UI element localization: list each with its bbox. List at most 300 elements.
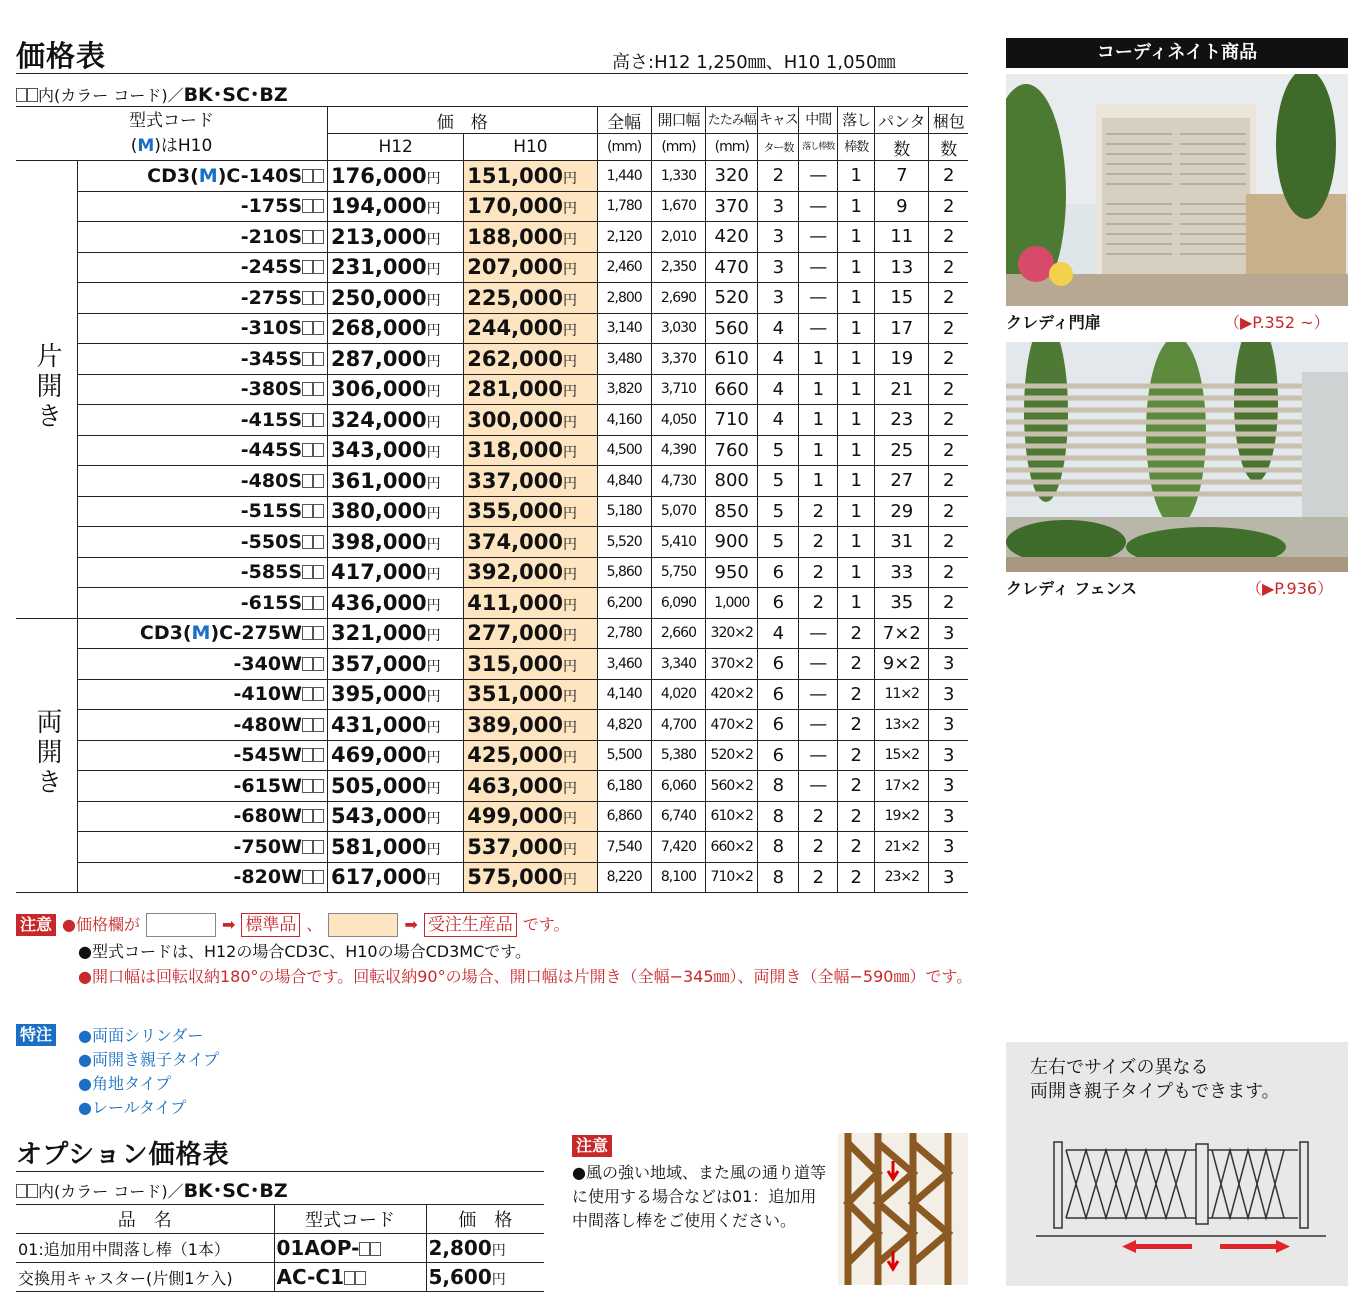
pack-count: 3 <box>929 862 968 893</box>
caster-count: 6 <box>758 679 799 710</box>
pack-header-2: 数 <box>929 134 968 161</box>
oyako-gate-diagram <box>1036 1128 1326 1264</box>
price-h12: 581,000円 <box>328 832 464 863</box>
price-h10: 151,000円 <box>464 161 597 192</box>
price-row <box>16 496 968 527</box>
price-table <box>16 106 968 893</box>
option-price-header: 価 格 <box>426 1205 544 1234</box>
price-h10: 355,000円 <box>464 496 597 527</box>
option-caution-text: ●風の強い地域、また風の通り道等に使用する場合などは01：追加用中間落し棒をご使用ください。 <box>572 1163 826 1230</box>
caster-count: 3 <box>758 191 799 222</box>
price-row <box>16 557 968 588</box>
opening-width: 4,390 <box>651 435 705 466</box>
folded-width: 660 <box>706 374 758 405</box>
caster-count: 5 <box>758 466 799 497</box>
drop-count: 2 <box>838 862 875 893</box>
middle-drop-count: 2 <box>799 527 838 558</box>
price-h10: 225,000円 <box>464 283 597 314</box>
middle-drop-count: 2 <box>799 557 838 588</box>
price-h10: 575,000円 <box>464 862 597 893</box>
price-row <box>16 374 968 405</box>
price-h12: 543,000円 <box>328 801 464 832</box>
drop-count: 1 <box>838 283 875 314</box>
panta-count: 31 <box>875 527 929 558</box>
folded-width: 370×2 <box>706 649 758 680</box>
model-code: -245S <box>77 252 327 283</box>
total-width: 4,140 <box>597 679 651 710</box>
pack-count: 3 <box>929 679 968 710</box>
price-h10: 499,000円 <box>464 801 597 832</box>
price-h12: 395,000円 <box>328 679 464 710</box>
total-width: 5,180 <box>597 496 651 527</box>
middle-drop-count: — <box>799 618 838 649</box>
price-h10: 337,000円 <box>464 466 597 497</box>
price-h12: 617,000円 <box>328 862 464 893</box>
oyako-text-line-2: 両開き親子タイプもできます。 <box>1030 1081 1280 1102</box>
caster-count: 6 <box>758 740 799 771</box>
notes-block: 注意 ●価格欄が ➡ 標準品 、 ➡ 受注生産品 です。 ●型式コードは、H12の場合CD3C、H10の場合CD3MCです。 ●開口幅は回転収納180°の場合です。回転収納90°の場合、開口幅は片開き（全幅−345㎜）、両開き（全幅−590㎜）です。 <box>16 912 976 989</box>
option-title: オプション価格表 <box>16 1140 230 1170</box>
opening-width: 5,380 <box>651 740 705 771</box>
panta-count: 23 <box>875 405 929 436</box>
option-name-header: 品 名 <box>16 1205 274 1234</box>
opening-width: 5,750 <box>651 557 705 588</box>
folded-width: 610 <box>706 344 758 375</box>
price-h12: 505,000円 <box>328 771 464 802</box>
middle-drop-count: 1 <box>799 344 838 375</box>
pack-count: 3 <box>929 618 968 649</box>
caster-count: 3 <box>758 283 799 314</box>
yen-unit: 円 <box>491 1272 506 1288</box>
pack-count: 2 <box>929 466 968 497</box>
folded-width: 950 <box>706 557 758 588</box>
price-h10: 277,000円 <box>464 618 597 649</box>
model-code: -615W <box>77 771 327 802</box>
total-width: 7,540 <box>597 832 651 863</box>
price-h12: 380,000円 <box>328 496 464 527</box>
opening-width: 1,330 <box>651 161 705 192</box>
price-row <box>16 313 968 344</box>
caster-count: 4 <box>758 618 799 649</box>
special-item: ●両開き親子タイプ <box>78 1050 220 1069</box>
option-name: 01:追加用中間落し棒（1本） <box>16 1234 274 1263</box>
middle-drop-count: — <box>799 252 838 283</box>
pack-count: 3 <box>929 801 968 832</box>
oyako-panel <box>1006 1042 1348 1286</box>
pack-count: 3 <box>929 740 968 771</box>
price-h12: 176,000円 <box>328 161 464 192</box>
price-h12: 213,000円 <box>328 222 464 253</box>
option-row <box>16 1234 544 1263</box>
price-row <box>16 344 968 375</box>
model-code: -615S <box>77 588 327 619</box>
middle-drop-count: 1 <box>799 405 838 436</box>
option-name: 交換用キャスター(片側1ケ入) <box>16 1263 274 1292</box>
opening-width: 2,690 <box>651 283 705 314</box>
caster-count: 6 <box>758 588 799 619</box>
total-width: 2,460 <box>597 252 651 283</box>
drop-count: 1 <box>838 527 875 558</box>
price-h10: 318,000円 <box>464 435 597 466</box>
price-header: 価 格 <box>328 107 597 134</box>
panta-count: 11×2 <box>875 679 929 710</box>
opening-width: 4,730 <box>651 466 705 497</box>
drop-count: 1 <box>838 161 875 192</box>
price-h10: 411,000円 <box>464 588 597 619</box>
price-h12: 250,000円 <box>328 283 464 314</box>
panta-header: パンタ <box>875 107 929 134</box>
price-h10: 315,000円 <box>464 649 597 680</box>
heights-note: 高さ:H12 1,250㎜、H10 1,050㎜ <box>612 52 896 73</box>
model-code: -345S <box>77 344 327 375</box>
opening-width: 2,660 <box>651 618 705 649</box>
caster-count: 3 <box>758 252 799 283</box>
opening-header: 開口幅 <box>651 107 705 134</box>
panta-count: 17×2 <box>875 771 929 802</box>
coordinate-header: コーディネイト商品 <box>1006 38 1348 68</box>
option-table <box>16 1204 544 1292</box>
price-h12: 469,000円 <box>328 740 464 771</box>
drop-bar-image <box>838 1133 968 1285</box>
panta-count: 35 <box>875 588 929 619</box>
price-h10: 207,000円 <box>464 252 597 283</box>
folded-width: 660×2 <box>706 832 758 863</box>
panta-count: 29 <box>875 496 929 527</box>
price-h10: 244,000円 <box>464 313 597 344</box>
price-h10: 537,000円 <box>464 832 597 863</box>
panta-count: 17 <box>875 313 929 344</box>
middle-drop-count: — <box>799 283 838 314</box>
opening-width: 2,010 <box>651 222 705 253</box>
standard-swatch <box>146 913 216 937</box>
middle-drop-count: — <box>799 313 838 344</box>
pack-count: 3 <box>929 649 968 680</box>
caster-header-2: ター数 <box>758 134 799 161</box>
price-h10: 389,000円 <box>464 710 597 741</box>
middle-drop-count: — <box>799 161 838 192</box>
page-title: 価格表 <box>16 39 107 73</box>
total-width: 5,520 <box>597 527 651 558</box>
drop-count: 1 <box>838 222 875 253</box>
option-color-note: 内(カラー コード)／BK･SC･BZ <box>16 1176 288 1203</box>
drop-count: 1 <box>838 191 875 222</box>
model-code: -415S <box>77 405 327 436</box>
drop-count: 2 <box>838 832 875 863</box>
note-line-1-suffix: です。 <box>522 915 570 934</box>
panta-count: 7 <box>875 161 929 192</box>
price-row <box>16 588 968 619</box>
folded-width: 320 <box>706 161 758 192</box>
drop-count: 2 <box>838 618 875 649</box>
caster-count: 4 <box>758 405 799 436</box>
price-row <box>16 161 968 192</box>
caster-count: 2 <box>758 161 799 192</box>
model-code: -175S <box>77 191 327 222</box>
total-width: 4,500 <box>597 435 651 466</box>
opening-width: 4,020 <box>651 679 705 710</box>
total-width: 2,780 <box>597 618 651 649</box>
price-h10: 374,000円 <box>464 527 597 558</box>
custom-label: 受注生産品 <box>424 913 517 937</box>
total-width: 8,220 <box>597 862 651 893</box>
total-width: 1,780 <box>597 191 651 222</box>
option-code: AC-C1 <box>276 1265 345 1289</box>
price-row <box>16 679 968 710</box>
total-width: 3,480 <box>597 344 651 375</box>
total-width: 6,200 <box>597 588 651 619</box>
folded-width: 470 <box>706 252 758 283</box>
middle-drop-count: — <box>799 771 838 802</box>
price-h10: 463,000円 <box>464 771 597 802</box>
price-h12: 324,000円 <box>328 405 464 436</box>
price-row <box>16 801 968 832</box>
price-h10: 188,000円 <box>464 222 597 253</box>
coordinate-item-name: クレディ門扉 <box>1006 313 1101 332</box>
middle-header: 中間 <box>799 107 838 134</box>
middle-header-2: 落し棒数 <box>799 134 838 161</box>
price-h12: 194,000円 <box>328 191 464 222</box>
folded-width: 760 <box>706 435 758 466</box>
opening-width: 3,030 <box>651 313 705 344</box>
model-code: -820W <box>77 862 327 893</box>
price-h12: 268,000円 <box>328 313 464 344</box>
price-row <box>16 618 968 649</box>
standard-label: 標準品 <box>241 913 300 937</box>
caster-count: 8 <box>758 862 799 893</box>
mm-unit: (mm) <box>597 134 651 161</box>
model-code: -480S <box>77 466 327 497</box>
drop-count: 1 <box>838 557 875 588</box>
note-separator: 、 <box>306 915 323 934</box>
middle-drop-count: 2 <box>799 588 838 619</box>
model-code: CD3(M)C-140S <box>77 161 327 192</box>
caster-count: 5 <box>758 496 799 527</box>
color-code-note: 内(カラー コード)／BK･SC･BZ <box>16 80 288 107</box>
pack-count: 2 <box>929 161 968 192</box>
middle-drop-count: 1 <box>799 374 838 405</box>
model-code: -340W <box>77 649 327 680</box>
panta-count: 13 <box>875 252 929 283</box>
drop-count: 2 <box>838 740 875 771</box>
special-item: ●両面シリンダー <box>78 1026 204 1045</box>
oyako-text-line-1: 左右でサイズの異なる <box>1030 1057 1209 1078</box>
drop-count: 1 <box>838 405 875 436</box>
middle-drop-count: 1 <box>799 466 838 497</box>
middle-drop-count: — <box>799 679 838 710</box>
fence-photo <box>1006 342 1348 572</box>
opening-width: 3,370 <box>651 344 705 375</box>
caster-count: 4 <box>758 313 799 344</box>
caster-count: 3 <box>758 222 799 253</box>
drop-count: 1 <box>838 313 875 344</box>
total-width: 5,500 <box>597 740 651 771</box>
note-line-3: ●開口幅は回転収納180°の場合です。回転収納90°の場合、開口幅は片開き（全幅−345㎜）、両開き（全幅−590㎜）です。 <box>78 967 973 986</box>
drop-count: 1 <box>838 252 875 283</box>
total-width: 3,140 <box>597 313 651 344</box>
note-line-2: ●型式コードは、H12の場合CD3C、H10の場合CD3MCです。 <box>78 942 531 961</box>
model-code: -380S <box>77 374 327 405</box>
pack-count: 3 <box>929 832 968 863</box>
panta-header-2: 数 <box>875 134 929 161</box>
folded-width: 420×2 <box>706 679 758 710</box>
price-h10: 425,000円 <box>464 740 597 771</box>
caster-count: 8 <box>758 832 799 863</box>
panta-count: 15×2 <box>875 740 929 771</box>
model-code: -275S <box>77 283 327 314</box>
option-code: 01AOP- <box>276 1236 360 1260</box>
option-row <box>16 1263 544 1292</box>
pack-header: 梱包 <box>929 107 968 134</box>
folded-width: 560×2 <box>706 771 758 802</box>
pack-count: 2 <box>929 191 968 222</box>
folded-width: 420 <box>706 222 758 253</box>
drop-header: 落し <box>838 107 875 134</box>
custom-swatch <box>328 913 398 937</box>
drop-count: 2 <box>838 710 875 741</box>
option-price: 2,800 <box>428 1236 492 1260</box>
total-width: 4,840 <box>597 466 651 497</box>
model-code: -680W <box>77 801 327 832</box>
model-code: -515S <box>77 496 327 527</box>
opening-width: 6,090 <box>651 588 705 619</box>
caster-count: 8 <box>758 801 799 832</box>
special-item: ●レールタイプ <box>78 1098 187 1117</box>
caster-count: 5 <box>758 435 799 466</box>
special-item: ●角地タイプ <box>78 1074 172 1093</box>
price-row <box>16 832 968 863</box>
pack-count: 2 <box>929 557 968 588</box>
caster-count: 6 <box>758 557 799 588</box>
note-line-1-prefix: ●価格欄が <box>62 915 140 934</box>
pack-count: 2 <box>929 374 968 405</box>
panta-count: 7×2 <box>875 618 929 649</box>
yen-unit: 円 <box>491 1243 506 1259</box>
middle-drop-count: 1 <box>799 435 838 466</box>
total-width: 5,860 <box>597 557 651 588</box>
price-row <box>16 740 968 771</box>
caution-tag: 注意 <box>16 914 56 936</box>
pack-count: 2 <box>929 588 968 619</box>
price-row <box>16 771 968 802</box>
total-width: 6,860 <box>597 801 651 832</box>
special-tag: 特注 <box>16 1024 56 1046</box>
coordinate-item-ref: （▶P.936） <box>1246 579 1334 598</box>
opening-width: 7,420 <box>651 832 705 863</box>
category-label: 片開き <box>31 341 62 432</box>
total-width: 4,820 <box>597 710 651 741</box>
total-width: 6,180 <box>597 771 651 802</box>
h10-header: H10 <box>464 134 597 161</box>
width-header: 全幅 <box>597 107 651 134</box>
pack-count: 2 <box>929 313 968 344</box>
model-code: -550S <box>77 527 327 558</box>
panta-count: 21×2 <box>875 832 929 863</box>
panta-count: 13×2 <box>875 710 929 741</box>
price-h12: 231,000円 <box>328 252 464 283</box>
model-code: -545W <box>77 740 327 771</box>
option-price: 5,600 <box>428 1265 492 1289</box>
opening-width: 5,410 <box>651 527 705 558</box>
price-h12: 436,000円 <box>328 588 464 619</box>
opening-width: 6,060 <box>651 771 705 802</box>
panta-count: 27 <box>875 466 929 497</box>
model-code: CD3(M)C-275W <box>77 618 327 649</box>
pack-count: 3 <box>929 710 968 741</box>
option-caution-tag: 注意 <box>572 1135 612 1157</box>
panta-count: 21 <box>875 374 929 405</box>
price-row <box>16 649 968 680</box>
caster-count: 4 <box>758 344 799 375</box>
price-row <box>16 191 968 222</box>
h12-header: H12 <box>328 134 464 161</box>
price-h10: 281,000円 <box>464 374 597 405</box>
total-width: 2,120 <box>597 222 651 253</box>
price-h12: 321,000円 <box>328 618 464 649</box>
pack-count: 2 <box>929 435 968 466</box>
price-h10: 262,000円 <box>464 344 597 375</box>
opening-width: 8,100 <box>651 862 705 893</box>
price-row <box>16 466 968 497</box>
folded-width: 560 <box>706 313 758 344</box>
price-h12: 287,000円 <box>328 344 464 375</box>
panta-count: 19×2 <box>875 801 929 832</box>
model-code-header: 型式コード (M)はH10 <box>16 107 328 161</box>
total-width: 2,800 <box>597 283 651 314</box>
middle-drop-count: — <box>799 710 838 741</box>
folded-width: 470×2 <box>706 710 758 741</box>
model-code: -410W <box>77 679 327 710</box>
pack-count: 2 <box>929 405 968 436</box>
drop-count: 1 <box>838 588 875 619</box>
folded-header: たたみ幅 <box>706 107 758 134</box>
pack-count: 3 <box>929 771 968 802</box>
price-row <box>16 405 968 436</box>
price-h12: 417,000円 <box>328 557 464 588</box>
price-h12: 398,000円 <box>328 527 464 558</box>
folded-width: 520×2 <box>706 740 758 771</box>
folded-width: 520 <box>706 283 758 314</box>
opening-width: 4,700 <box>651 710 705 741</box>
drop-header-2: 棒数 <box>838 134 875 161</box>
middle-drop-count: 2 <box>799 832 838 863</box>
panta-count: 19 <box>875 344 929 375</box>
price-h10: 392,000円 <box>464 557 597 588</box>
middle-drop-count: — <box>799 649 838 680</box>
caster-count: 4 <box>758 374 799 405</box>
drop-count: 1 <box>838 344 875 375</box>
model-code: -480W <box>77 710 327 741</box>
drop-count: 1 <box>838 496 875 527</box>
panta-count: 23×2 <box>875 862 929 893</box>
middle-drop-count: 2 <box>799 801 838 832</box>
option-code-header: 型式コード <box>274 1205 426 1234</box>
folded-width: 710 <box>706 405 758 436</box>
total-width: 3,460 <box>597 649 651 680</box>
price-row <box>16 710 968 741</box>
caster-header: キャス <box>758 107 799 134</box>
middle-drop-count: 2 <box>799 862 838 893</box>
opening-width: 5,070 <box>651 496 705 527</box>
panta-count: 9 <box>875 191 929 222</box>
drop-count: 1 <box>838 435 875 466</box>
total-width: 4,160 <box>597 405 651 436</box>
caster-count: 6 <box>758 710 799 741</box>
price-row <box>16 527 968 558</box>
drop-count: 2 <box>838 801 875 832</box>
panta-count: 11 <box>875 222 929 253</box>
caster-count: 8 <box>758 771 799 802</box>
price-row <box>16 283 968 314</box>
